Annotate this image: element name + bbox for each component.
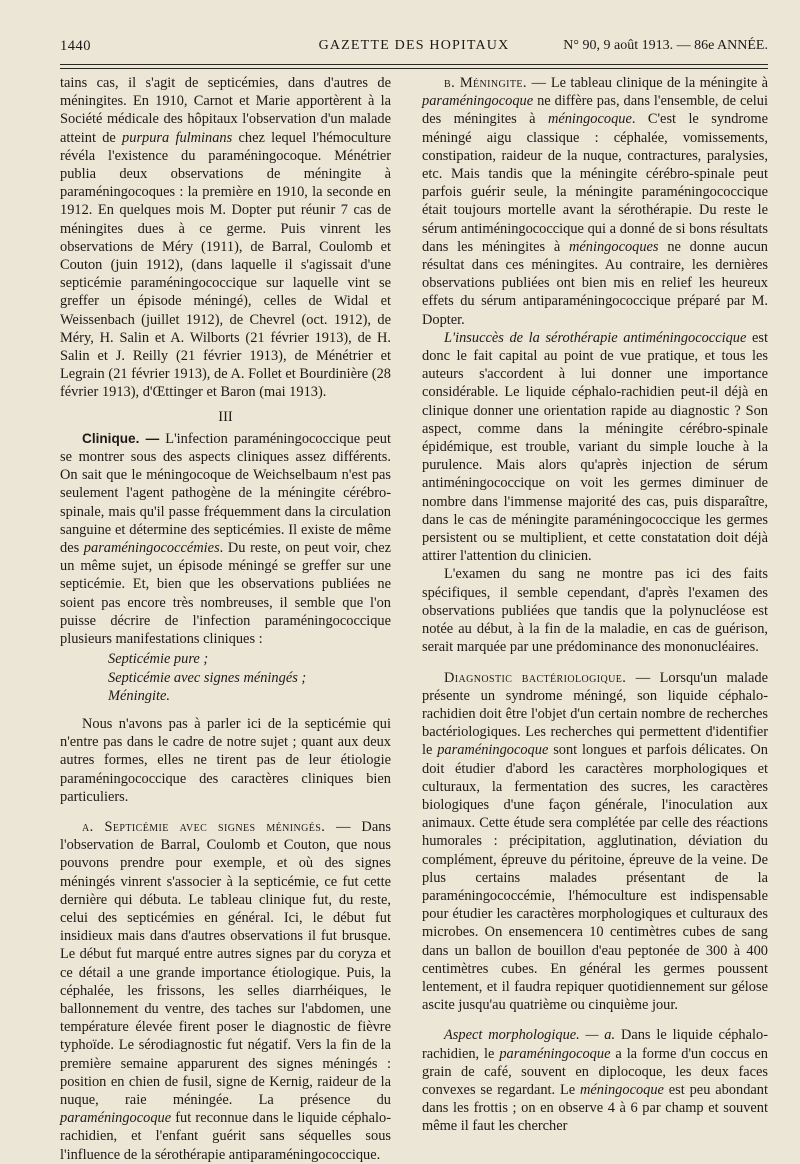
header-rule-thin: [60, 68, 768, 69]
issue-info: N° 90, 9 août 1913. — 86e ANNÉE.: [563, 38, 768, 53]
section-number: III: [218, 408, 233, 425]
journal-title: GAZETTE DES HOPITAUX: [318, 38, 510, 53]
paragraph-clinique: Clinique. — L'infection paraméningococcique peut se montrer sous des aspects cliniques assez différents. On sait que le méningocoque de Weichselbaum n'est pas seulement l'agent pathogène de la méningite cérébro-spinale, mais qu'il passe fréquemment dans la circulation sanguine et détermine des septicémies. Il existe de même des paraméningococcémies. Du reste, on peut voir, chez un même sujet, un épisode méningé se greffer sur une septicémie. Et, bien que les observations publiées ne soient pas encore très nombreuses, il semble que l'on puisse décrire de l'infection paraméningococcique plusieurs manifestations cliniques :: [60, 430, 391, 648]
paragraph-insucces: L'insuccès de la sérothérapie antiméningococcique est donc le fait capital au point de vue pratique, et tous les auteurs s'accordent à lui donner une importance considérable. Le liquide céphalo-rachidien peut-il déjà en clinique donner une orientation rapide au diagnostic ? Son aspect, comme dans la méningite cérébro-spinale épidémique, est trouble, variant du simple louche à la purulence. Mais alors qu'après injection de sérum antiméningococcique on voit les germes diminuer de nombre dans l'immense majorité des cas, puis disparaître, dans le cas de méningite paraméningococcique les germes persistent ou se multiplient, et cette constatation doit déjà attirer l'attention du clinicien.: [422, 329, 768, 565]
page-header: [60, 38, 768, 64]
paragraph-history: tains cas, il s'agit de septicémies, dans d'autres de méningites. En 1910, Carnot et Marie apportèrent à la Société médicale des hôpitaux l'observation d'un malade atteint de purpura fulminans chez lequel l'hémoculture révéla l'existence du paraméningocoque. Ménétrier publia deux observations de méningite à paraméningocoques : la première en 1910, la seconde en 1912. En quelques mois M. Dopter put réunir 7 cas de méningites dues à ce germe. Puis vinrent les observations de Méry (1911), de Barral, Coulomb et Couton (juin 1912), (dans laquelle il s'agissait d'une septicémie paraméningococcique sur laquelle vint se greffer un épisode méningé), celles de Widal et Weissenbach (juillet 1912), de Chevrel (oct. 1912), de Méry, H. Salin et A. Wilborts (21 février 1913), de H. Salin et J. Reilly (21 février 1913), de Ménétrier et Legrain (21 février 1913), de A. Follet et Bourdinière (28 février 1913), d'Œttinger et Baron (mai 1913).: [60, 75, 391, 401]
list-item: Septicémie pure ;: [108, 651, 209, 668]
list-item: Méningite.: [108, 687, 170, 704]
paragraph-septicemie: a. Septicémie avec signes méningés. — Dans l'observation de Barral, Coulomb et Couton, que nous pouvons prendre pour exemple, et où des signes méningés vinrent s'associer à la septicémie, ce fut cette dernière qui débuta. Le tableau clinique fut, du reste, celui des septicémies en général. Ici, le début fut insidieux mais dans d'autres observations il fut brusque. Le début fut marqué entre autres signes par du coryza et ce détail a une grande importance étiologique. Puis, la céphalée, les frissons, les selles diarrhéiques, le ballonnement du ventre, des taches sur l'abdomen, une température élevée firent poser le diagnostic de fièvre typhoïde. Le sérodiagnostic fut négatif. Vers la fin de la première semaine apparurent des signes méningés : position en chien de fusil, signe de Kernig, raideur de la nuque, raie méningée. La présence du paraméningocoque fut reconnue dans le liquide céphalo-rachidien, et l'enfant guérit sans séquelles sous l'influence de la sérothérapie antiparaméningococcique.: [60, 818, 391, 1163]
left-column: [60, 74, 391, 1164]
paragraph-meningite: b. Méningite. — Le tableau clinique de la méningite à paraméningocoque ne diffère pas, dans l'ensemble, de celui des méningites à méningocoque. C'est le syndrome méningé aigu classique : céphalée, vomissements, constipation, raideur de la nuque, contractures, paralysies, etc. Mais tandis que la méningite cérébro-spinale peut parfois guérir seule, la méningite paraméningococcique était toujours mortelle avant la sérothérapie. Du reste le sérum antiméningococcique qui a donné de si bons résultats dans les méningites à méningocoques ne donne aucun résultat dans ces méningites. Au contraire, les dernières observations publiées ont bien mis en relief les heureux effets du sérum antiparaméningococcique préparé par M. Dopter.: [422, 75, 768, 328]
header-rule: [60, 64, 768, 65]
paragraph-scope: Nous n'avons pas à parler ici de la septicémie qui n'entre pas dans le cadre de notre sujet ; quant aux deux autres formes, elles ne tirent pas de leur étiologie paraméningococcique des caractères cliniques bien particuliers.: [60, 715, 391, 805]
clinical-forms-list: [108, 650, 391, 705]
paragraph-diagnostic: Diagnostic bactériologique. — Lorsqu'un malade présente un syndrome méningé, son liquide céphalo-rachidien doit être l'objet d'un certain nombre de recherches bactériologiques. Les recherches qui permettent d'identifier le paraméningocoque sont longues et parfois délicates. On doit étudier d'abord les caractères morphologiques et culturaux, la fermentation des sucres, les caractères biologiques d'une façon générale, l'inoculation aux animaux. Cette étude sera complétée par celle des réactions humorales : précipitation, agglutination, déviation du complément, épreuve du péritoine, épreuve de la veine. De plus certains malades présentant de la paraméningococcémie, l'hémoculture est indispensable pour étudier les caractères morphologiques et culturaux des microbes. On ensemencera 10 centimètres cubes de sang dans un ballon de bouillon d'eau peptonée de 300 à 400 centimètres cubes. En général les germes poussent lentement, et il faudra repiquer quotidiennement sur gélose ascite jusqu'au quatrième ou cinquième jour.: [422, 669, 768, 1014]
subsection-heading: Diagnostic bactériologique. —: [444, 669, 651, 686]
subsection-heading: a. Septicémie avec signes méningés. —: [82, 818, 351, 835]
paragraph-examen-sang: L'examen du sang ne montre pas ici des faits spécifiques, il semble cependant, d'après l'examen des observations publiées que tandis que la polynucléose est notée au début, à la fin de la maladie, en cas de guérison, serait marquée par une prédominance des mononucléaires.: [422, 566, 768, 656]
list-item: Septicémie avec signes méningés ;: [108, 669, 307, 686]
paragraph-aspect: Aspect morphologique. — a. Dans le liquide céphalo-rachidien, le paraméningocoque a la forme d'un coccus en grain de café, souvent en diplocoque, les deux faces convexes se regardant. Le méningocoque est peu abondant dans les frottis ; on en observe 4 à 6 par champ et souvent même il faut les chercher: [422, 1027, 769, 1135]
subsection-heading: b. Méningite. —: [444, 75, 547, 91]
clinique-heading: Clinique. —: [82, 430, 160, 446]
page-number: 1440: [60, 38, 91, 54]
right-column: [422, 74, 768, 1136]
